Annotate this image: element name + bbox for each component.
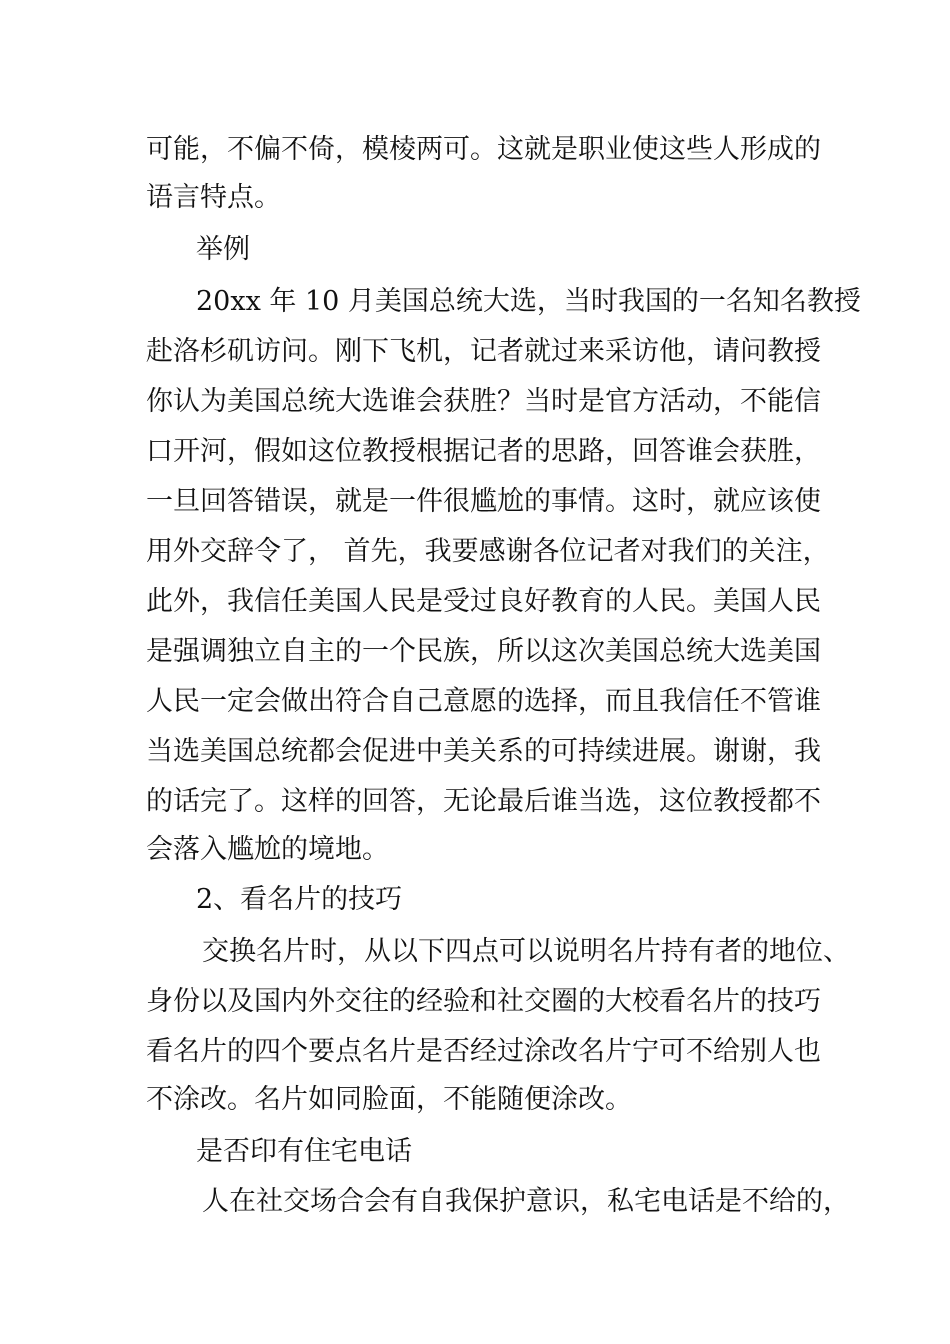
text-line-13: 当选美国总统都会促进中美关系的可持续进展。谢谢，我	[146, 736, 821, 767]
section-heading-example: 举例	[196, 234, 250, 265]
section-heading-business-card: 2、看名片的技巧	[196, 884, 403, 915]
text-line-18: 身份以及国内外交往的经验和社交圈的大校看名片的技巧	[146, 986, 821, 1017]
text-line-12: 人民一定会做出符合自己意愿的选择，而且我信任不管谁	[146, 686, 821, 717]
text-line-6: 你认为美国总统大选谁会获胜？当时是官方活动，不能信	[146, 386, 821, 417]
text-line-5: 赴洛杉矶访问。刚下飞机，记者就过来采访他，请问教授	[146, 336, 821, 367]
text-line-10: 此外，我信任美国人民是受过良好教育的人民。美国人民	[146, 586, 821, 617]
text-line-1: 可能，不偏不倚，模棱两可。这就是职业使这些人形成的	[146, 134, 821, 165]
text-line-8: 一旦回答错误，就是一件很尴尬的事情。这时，就应该使	[146, 486, 821, 517]
text-line-9: 用外交辞令了， 首先，我要感谢各位记者对我们的关注，	[146, 536, 830, 567]
text-line-14: 的话完了。这样的回答，无论最后谁当选，这位教授都不	[146, 786, 821, 817]
text-line-17: 交换名片时，从以下四点可以说明名片持有者的地位、	[202, 936, 850, 967]
text-line-4: 20xx 年 10 月美国总统大选，当时我国的一名知名教授	[196, 286, 861, 317]
text-line-22: 人在社交场合会有自我保护意识，私宅电话是不给的，	[202, 1186, 850, 1217]
text-line-7: 口开河，假如这位教授根据记者的思路，回答谁会获胜，	[146, 436, 821, 467]
section-heading-home-phone: 是否印有住宅电话	[196, 1136, 412, 1167]
text-line-15: 会落入尴尬的境地。	[146, 834, 389, 865]
text-line-11: 是强调独立自主的一个民族，所以这次美国总统大选美国	[146, 636, 821, 667]
text-line-2: 语言特点。	[146, 182, 281, 213]
text-line-19: 看名片的四个要点名片是否经过涂改名片宁可不给别人也	[146, 1036, 821, 1067]
text-line-20: 不涂改。名片如同脸面，不能随便涂改。	[146, 1084, 632, 1115]
